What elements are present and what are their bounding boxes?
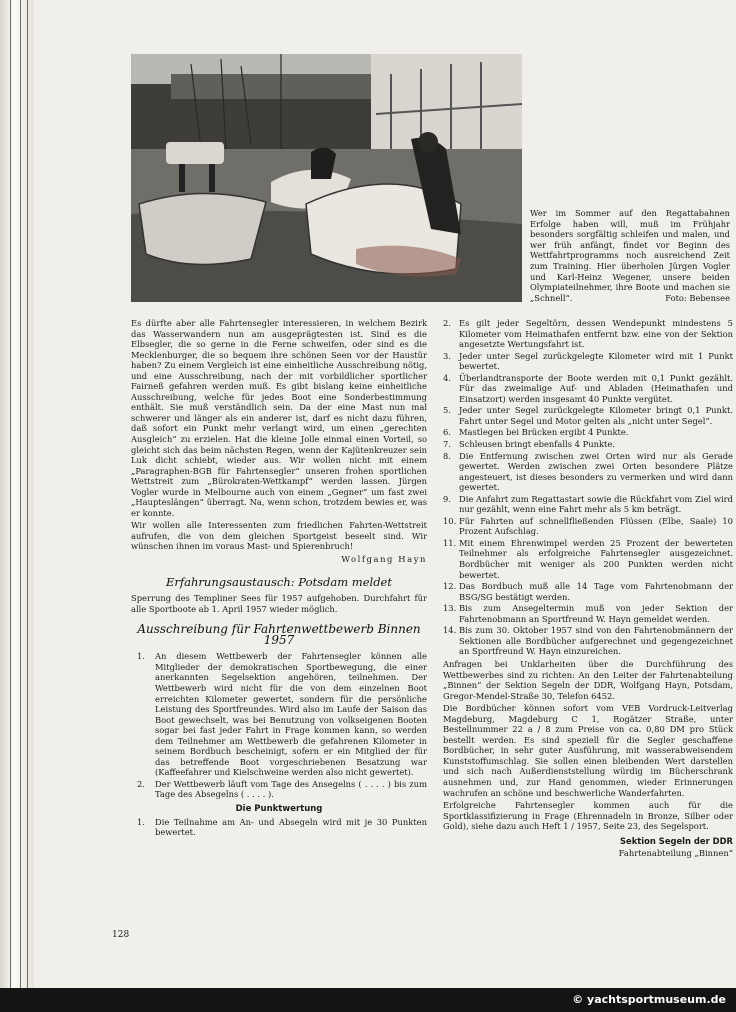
item-text: Die Teilnahme am An- und Absegeln wird mit je 30 Punkten bewertet. (155, 816, 427, 838)
item-text: Das Bordbuch muß alle 14 Tage vom Fahrtenobmann der BSG/SG bestätigt werden. (459, 581, 733, 602)
department-signature: Fahrtenabteilung „Binnen“ (618, 848, 733, 859)
item-number: 9. (443, 493, 451, 504)
list-item (131, 817, 427, 838)
item-text: Jeder unter Segel zurückgelegte Kilometer bringt 0,1 Punkt. Fahrt unter Segel und Motor gelten als „nicht unter Segel“. (459, 405, 733, 426)
item-number: 12. (443, 581, 457, 592)
item-number: 6. (443, 427, 451, 438)
spine-line (27, 0, 28, 988)
list-item (443, 318, 733, 350)
intro-paragraph: Es dürfte aber alle Fahrtensegler interessieren, in welchem Bezirk das Wasserwandern nun am ausgeprägtesten ist. Sind es die Elbsegler, die so gerne in die Ferne schweifen, oder sind es die Mecklenburger, die so bequem ihre schönen Seen vor der Haustür haben? Zu einem Vergleich ist eine einheitliche Ausschreibung nötig, und eine Ausschreibung, nach der mit vorbildlicher sportlicher Fairneß gefahren werden muß. Es gibt bislang keine einheitliche Ausschreibung, welche für jedes Boot eine Sonderbestimmung enthält. Sie muß verständlich sein. Da der eine Mast nun mal schwerer und länger als ein anderer ist, darf es nicht dazu führen, daß sofort ein Punkt mehr verlangt wird, um einen „gerechten Ausgleich“ zu erzielen. Hat die kleine Jolle einmal einen Vorteil, so gleicht sich das beim nächsten Regen, wenn der Kajütenkreuzer sein Luk dicht schiebt, wieder aus. Wir wollen nicht mit einem „Paragraphen-BGB für Fahrtensegler“ unseren frohen sportlichen Wettstreit zum „Bürokraten-Wettkampf“ werden lassen. Jürgen Vogler wurde in Melbourne auch von einem „Gegner“ um fast zwei „Haupteslängen“ überragt. Na, wenn schon, trotzdem bewies er, was er konnte. (131, 318, 427, 518)
list-item (443, 625, 733, 657)
spine-line (20, 0, 21, 988)
photo-credit: Foto: Bebensee (665, 292, 730, 303)
list-item (443, 373, 733, 405)
spine-line (10, 0, 11, 988)
item-number: 10. (443, 515, 457, 526)
sport-paragraph: Erfolgreiche Fahrtensegler kommen auch für die Sportklassifizierung in Frage (Ehrennadeln in Bronze, Silber oder Gold), siehe dazu auch Heft 1 / 1957, Seite 23, des Segelsport. (443, 800, 733, 832)
photo-illustration (131, 54, 522, 302)
item-number: 4. (443, 372, 451, 383)
item-number: 13. (443, 603, 457, 614)
ausschreibung-heading: Ausschreibung für Fahrtenwettbewerb Binnen 1957 (137, 622, 421, 647)
punktwertung-heading: Die Punktwertung (235, 803, 323, 814)
item-number: 8. (443, 450, 451, 461)
list-item (443, 427, 733, 438)
item-text: Mit einem Ehrenwimpel werden 25 Prozent der bewerteten Teilnehmer als erfolgreiche Fahrtensegler ausgezeichnet. Bordbücher mit weniger als 200 Punkten werden nicht bewertet. (459, 537, 733, 580)
item-text: Die Anfahrt zum Regattastart sowie die Rückfahrt vom Ziel wird nur gezählt, wenn eine Fahrt mehr als 5 km beträgt. (459, 493, 733, 515)
exchange-heading: Erfahrungsaustausch: Potsdam meldet (166, 574, 392, 589)
punktwertung-list-continued (443, 318, 733, 658)
list-item (443, 494, 733, 515)
punktwertung-list (131, 817, 427, 838)
list-item (443, 405, 733, 426)
item-text: Bis zum Ansegeltermin muß von jeder Sektion der Fahrtenobmann an Sportfreund W. Hayn gemeldet werden. (459, 603, 733, 624)
list-item (443, 351, 733, 372)
list-item (443, 581, 733, 602)
inquiry-paragraph: Anfragen bei Unklarheiten über die Durchführung des Wettbewerbes sind zu richten: An den Leiter der Fahrtenabteilung „Binnen“ der Sektion Segeln der DDR, Wolfgang Hayn, Potsdam, Gregor-Mendel-Straße 30, Telefon 6452. (443, 658, 733, 701)
item-number: 5. (443, 405, 451, 416)
ausschreibung-list (131, 651, 427, 800)
list-item (443, 538, 733, 580)
item-text: Mastlegen bei Brücken ergibt 4 Punkte. (459, 427, 629, 438)
list-item (443, 516, 733, 537)
item-text: Schleusen bringt ebenfalls 4 Punkte. (459, 439, 615, 450)
item-text: Für Fahrten auf schnellfließenden Flüssen (Elbe, Saale) 10 Prozent Aufschlag. (459, 515, 733, 537)
list-item (443, 439, 733, 450)
book-spine (0, 0, 34, 988)
bordbuch-paragraph: Die Bordbücher können sofort vom VEB Vordruck-Leitverlag Magdeburg, Magdeburg C 1, Rogätzer Straße, unter Bestellnummer 22 a / 8 zum Preise von ca. 0,80 DM pro Stück bestellt werden. Es sind speziell für die Segler geschaffene Bordbücher, in sehr guter Ausführung, mit wasserabweisendem Kunststoffumschlag. Sie sollen einen bleibenden Wert darstellen und sich nach Außerdienststellung würdig im Bücherschrank ausnehmen und, zur Hand genommen, wieder Erinnerungen wachrufen an schöne und beschwerliche Wanderfahrten. (443, 703, 733, 798)
item-text: Der Wettbewerb läuft vom Tage des Ansegelns ( . . . . ) bis zum Tage des Absegelns ( . . . . ). (155, 778, 427, 800)
right-column (443, 318, 733, 859)
list-item (443, 451, 733, 493)
list-item (131, 651, 427, 778)
item-text: Es gilt jeder Segeltörn, dessen Wendepunkt mindestens 5 Kilometer vom Heimathafen entfernt bzw. eine von der Sektion angesetzte Wertungsfahrt ist. (459, 318, 733, 350)
item-text: An diesem Wettbewerb der Fahrtensegler können alle Mitglieder der demokratischen Sportbewegung, die einer anerkannten Segelsektion angehören, teilnehmen. Der Wettbewerb wird nicht für die von dem einzelnen Boot erreichten Kilometer gewertet, sondern für die persönliche Leistung des Sportfreundes. Wird also im Laufe der Saison das Boot gewechselt, was bei Benutzung von volkseigenen Booten sogar bei fast jeder Fahrt in Frage kommen kann, so werden dem Teilnehmer am Wettbewerb die gefahrenen Kilometer in seinem Bordbuch bescheinigt, sofern er ein Mitglied der für das betreffende Boot vorgeschriebenen Besatzung war (Kaffeefahrer und Kielschweine werden also nicht gewertet). (155, 651, 427, 778)
watermark-text: © yachtsportmuseum.de (572, 993, 726, 1006)
caption-text: Wer im Sommer auf den Regattabahnen Erfolge haben will, muß im Frühjahr besonders sorgfältig schleifen und malen, und wer früh anfängt, findet vor Beginn des Wettfahrtprogramms noch ausreichend Zeit zum Training. Hier überholen Jürgen Vogler und Karl-Heinz Wegener, unsere beiden Olympiateilnehmer, ihre Boote und machen sie „Schnell“. (530, 208, 730, 303)
section-signature: Sektion Segeln der DDR (620, 835, 733, 846)
photo-caption (530, 208, 730, 303)
item-number: 1. (137, 816, 145, 827)
boat-photo (131, 54, 522, 302)
item-number: 2. (137, 778, 145, 789)
author-signature: Wolfgang Hayn (341, 554, 427, 565)
item-number: 11. (443, 537, 457, 548)
list-item (443, 603, 733, 624)
item-text: Überlandtransporte der Boote werden mit 0,1 Punkt gezählt. Für das zweimalige Auf- und Abladen (Heimathafen und Einsatzort) werden insgesamt 40 Punkte vergütet. (459, 372, 733, 404)
item-number: 3. (443, 350, 451, 361)
page-number: 128 (112, 930, 130, 940)
footer-bar (0, 988, 736, 1012)
left-column (131, 318, 427, 839)
exchange-text: Sperrung des Templiner Sees für 1957 aufgehoben. Durchfahrt für alle Sportboote ab 1. April 1957 wieder möglich. (131, 593, 427, 614)
item-number: 14. (443, 625, 457, 636)
item-number: 2. (443, 318, 451, 328)
appeal-paragraph: Wir wollen alle Interessenten zum friedlichen Fahrten-Wettstreit aufrufen, die von dem gleichen Sportgeist beseelt sind. Wir wünschen ihnen im voraus Mast- und Spierenbruch! (131, 520, 427, 552)
list-item (131, 779, 427, 800)
item-text: Jeder unter Segel zurückgelegte Kilometer wird mit 1 Punkt bewertet. (459, 350, 733, 372)
item-text: Die Entfernung zwischen zwei Orten wird nur als Gerade gewertet. Werden zwischen zwei Orten besondere Plätze angesteuert, ist dieses besonders zu vermerken und wird dann gewertet. (459, 450, 733, 493)
item-text: Bis zum 30. Oktober 1957 sind von den Fahrtenobmännern der Sektionen alle Bordbücher aufgerechnet und gegengezeichnet an Sportfreund W. Hayn einzureichen. (459, 625, 733, 657)
item-number: 7. (443, 439, 451, 450)
item-number: 1. (137, 651, 145, 662)
